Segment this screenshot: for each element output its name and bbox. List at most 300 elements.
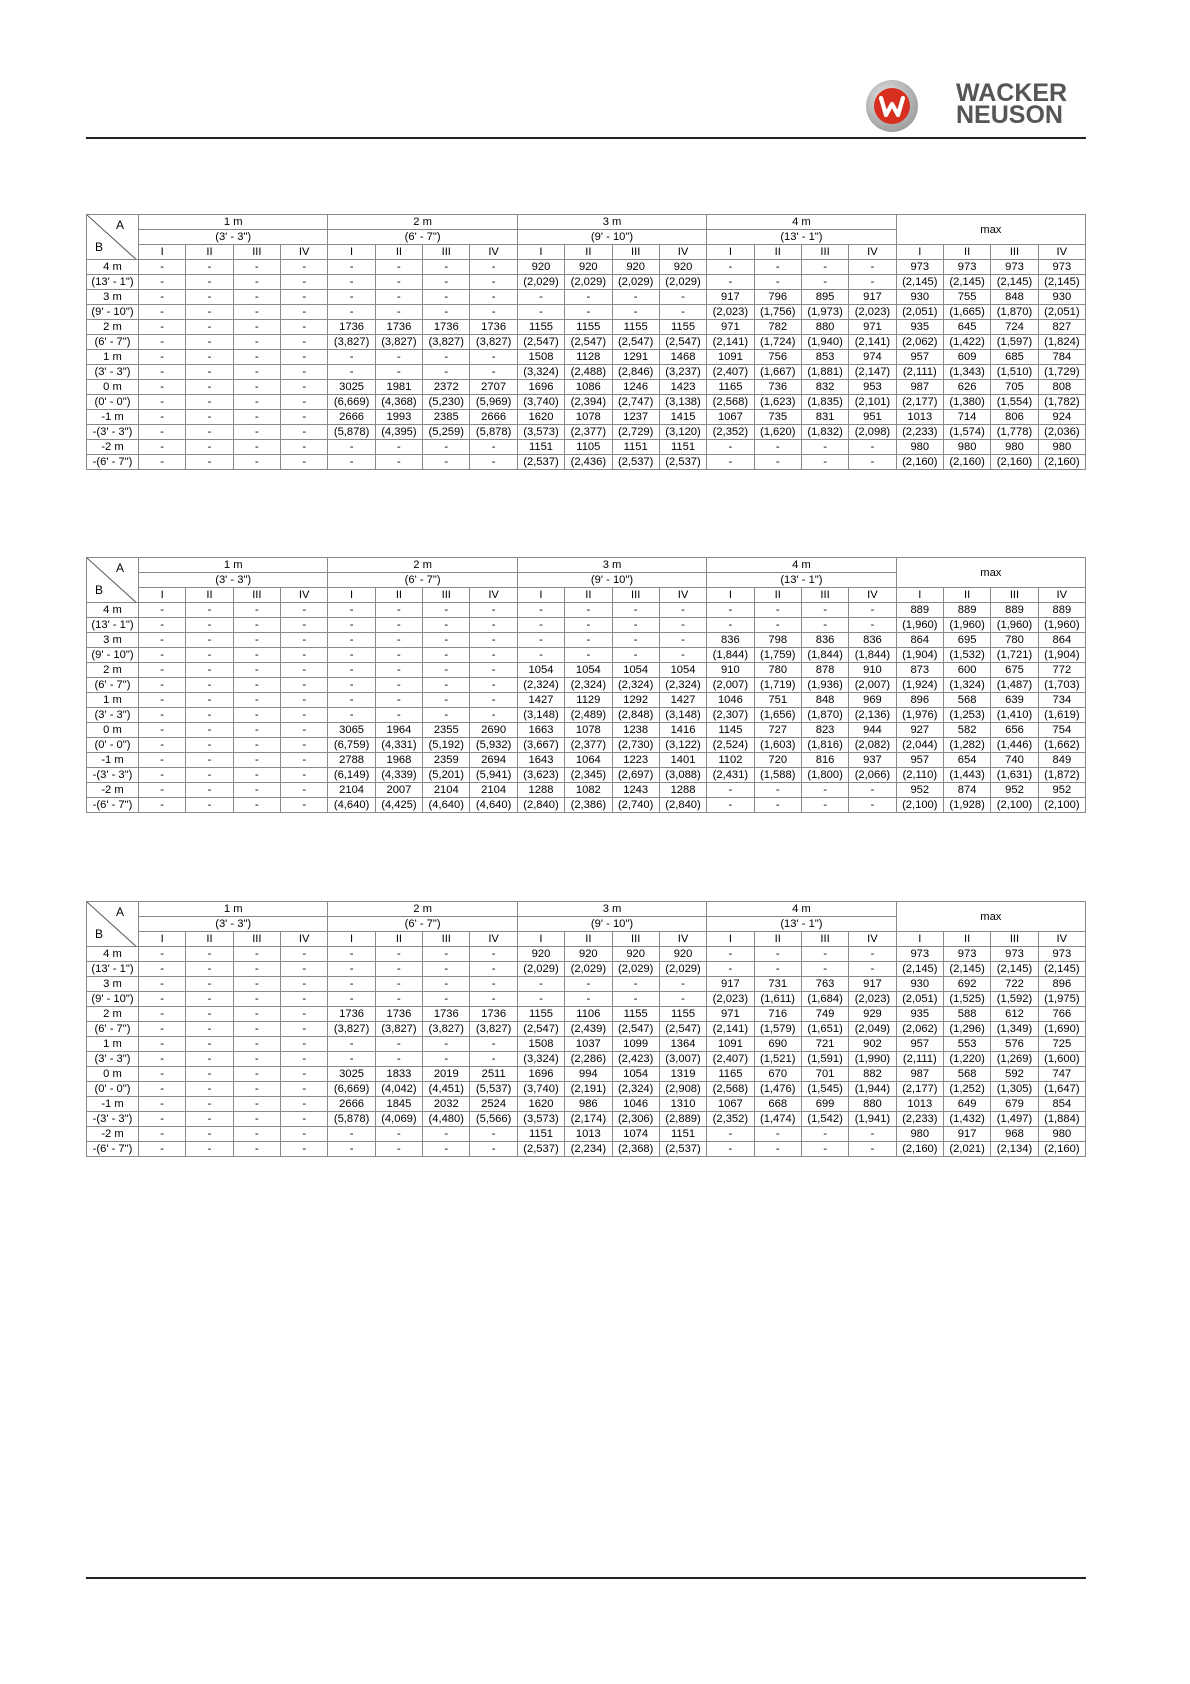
value-cell: 980 <box>896 1127 943 1142</box>
value-cell: 1151 <box>659 1127 706 1142</box>
value-cell: 973 <box>1038 947 1085 962</box>
value-cell: - <box>707 1142 754 1157</box>
value-cell: - <box>139 618 186 633</box>
row-label: (3' - 3") <box>87 708 139 723</box>
value-cell: - <box>754 1142 801 1157</box>
value-cell: (3,827) <box>375 335 422 350</box>
value-cell: - <box>186 1112 233 1127</box>
value-cell: 1046 <box>612 1097 659 1112</box>
value-cell: 2032 <box>423 1097 470 1112</box>
value-cell: - <box>281 992 328 1007</box>
value-cell: - <box>233 425 280 440</box>
header-row-sub <box>87 588 1086 603</box>
row-label: 0 m <box>87 1067 139 1082</box>
group-header-imperial: (6' - 7") <box>328 230 517 245</box>
value-cell: 1288 <box>517 783 564 798</box>
value-cell: (5,566) <box>470 1112 517 1127</box>
value-cell: (3,740) <box>517 395 564 410</box>
value-cell: - <box>375 708 422 723</box>
value-cell: - <box>139 1127 186 1142</box>
value-cell: - <box>139 320 186 335</box>
group-header-metric: 2 m <box>328 558 517 573</box>
value-cell: (3,122) <box>659 738 706 753</box>
value-cell: (3,324) <box>517 365 564 380</box>
value-cell: (5,878) <box>328 425 375 440</box>
value-cell: - <box>186 1097 233 1112</box>
value-cell: 1736 <box>470 1007 517 1022</box>
value-cell: (1,729) <box>1038 365 1085 380</box>
value-cell: - <box>139 290 186 305</box>
value-cell: - <box>328 962 375 977</box>
value-cell: (3,573) <box>517 1112 564 1127</box>
value-cell: 930 <box>896 290 943 305</box>
value-cell: - <box>139 768 186 783</box>
value-cell: - <box>423 1127 470 1142</box>
value-cell: 823 <box>801 723 848 738</box>
value-cell: 731 <box>754 977 801 992</box>
value-cell: - <box>423 260 470 275</box>
value-cell: (2,029) <box>659 962 706 977</box>
value-cell: (4,331) <box>375 738 422 753</box>
value-cell: - <box>139 410 186 425</box>
value-cell: (1,973) <box>801 305 848 320</box>
sub-header: I <box>707 588 754 603</box>
row-label: (3' - 3") <box>87 1052 139 1067</box>
value-cell: (4,640) <box>470 798 517 813</box>
value-cell: 639 <box>991 693 1038 708</box>
value-cell: - <box>659 618 706 633</box>
value-cell: 668 <box>754 1097 801 1112</box>
value-cell: 957 <box>896 753 943 768</box>
value-cell: - <box>281 380 328 395</box>
value-cell: (2,147) <box>849 365 896 380</box>
table-row <box>87 1052 1086 1067</box>
value-cell: - <box>233 992 280 1007</box>
value-cell: - <box>328 305 375 320</box>
value-cell: - <box>186 365 233 380</box>
value-cell: 1155 <box>517 1007 564 1022</box>
value-cell: 1736 <box>328 1007 375 1022</box>
value-cell: 1845 <box>375 1097 422 1112</box>
table-row <box>87 320 1086 335</box>
value-cell: (3,827) <box>423 1022 470 1037</box>
table-row <box>87 275 1086 290</box>
value-cell: - <box>707 783 754 798</box>
value-cell: (2,044) <box>896 738 943 753</box>
value-cell: 714 <box>943 410 990 425</box>
value-cell: (2,234) <box>565 1142 612 1157</box>
row-label: 3 m <box>87 977 139 992</box>
value-cell: 853 <box>801 350 848 365</box>
value-cell: - <box>139 1022 186 1037</box>
value-cell: - <box>139 1082 186 1097</box>
value-cell: (2,036) <box>1038 425 1085 440</box>
value-cell: (1,960) <box>1038 618 1085 633</box>
header-row-metric <box>87 902 1086 917</box>
value-cell: - <box>233 708 280 723</box>
sub-header: IV <box>659 932 706 947</box>
value-cell: - <box>849 947 896 962</box>
value-cell: - <box>281 275 328 290</box>
value-cell: (3,827) <box>328 1022 375 1037</box>
value-cell: (1,990) <box>849 1052 896 1067</box>
value-cell: - <box>186 320 233 335</box>
value-cell: 910 <box>707 663 754 678</box>
group-header-imperial: (13' - 1") <box>707 573 896 588</box>
value-cell: (5,230) <box>423 395 470 410</box>
value-cell: - <box>186 290 233 305</box>
value-cell: - <box>375 618 422 633</box>
value-cell: (1,252) <box>943 1082 990 1097</box>
value-cell: (1,656) <box>754 708 801 723</box>
value-cell: 1102 <box>707 753 754 768</box>
value-cell: 749 <box>801 1007 848 1022</box>
value-cell: - <box>375 350 422 365</box>
value-cell: - <box>801 440 848 455</box>
value-cell: 649 <box>943 1097 990 1112</box>
sub-header: IV <box>470 588 517 603</box>
value-cell: 1151 <box>517 1127 564 1142</box>
value-cell: (2,145) <box>991 962 1038 977</box>
corner-cell <box>87 902 139 947</box>
value-cell: (1,220) <box>943 1052 990 1067</box>
group-header-metric: 1 m <box>139 558 328 573</box>
value-cell: - <box>281 455 328 470</box>
sub-header: III <box>612 588 659 603</box>
table-row <box>87 783 1086 798</box>
value-cell: - <box>423 648 470 663</box>
value-cell: - <box>281 1127 328 1142</box>
value-cell: - <box>281 1142 328 1157</box>
row-label: -(3' - 3") <box>87 768 139 783</box>
value-cell: (3,138) <box>659 395 706 410</box>
table-row <box>87 678 1086 693</box>
value-cell: - <box>470 962 517 977</box>
value-cell: - <box>470 440 517 455</box>
value-cell: 1246 <box>612 380 659 395</box>
value-cell: 1145 <box>707 723 754 738</box>
value-cell: - <box>233 1067 280 1082</box>
value-cell: 780 <box>754 663 801 678</box>
value-cell: 1736 <box>328 320 375 335</box>
max-header: max <box>896 558 1085 588</box>
value-cell: 917 <box>849 290 896 305</box>
value-cell: - <box>659 992 706 1007</box>
value-cell: - <box>849 962 896 977</box>
value-cell: 920 <box>517 260 564 275</box>
value-cell: 2355 <box>423 723 470 738</box>
value-cell: - <box>517 977 564 992</box>
value-cell: 734 <box>1038 693 1085 708</box>
value-cell: (2,177) <box>896 1082 943 1097</box>
sub-header: I <box>896 245 943 260</box>
value-cell: - <box>233 365 280 380</box>
corner-cell <box>87 558 139 603</box>
row-label: (13' - 1") <box>87 275 139 290</box>
value-cell: (2,145) <box>991 275 1038 290</box>
value-cell: - <box>707 440 754 455</box>
value-cell: 889 <box>896 603 943 618</box>
value-cell: (3,120) <box>659 425 706 440</box>
sub-header: I <box>328 932 375 947</box>
value-cell: - <box>423 350 470 365</box>
value-cell: 1736 <box>423 320 470 335</box>
value-cell: 1416 <box>659 723 706 738</box>
value-cell: 2104 <box>423 783 470 798</box>
value-cell: 974 <box>849 350 896 365</box>
value-cell: (1,975) <box>1038 992 1085 1007</box>
value-cell: 705 <box>991 380 1038 395</box>
value-cell: - <box>849 260 896 275</box>
value-cell: - <box>233 410 280 425</box>
sub-header: IV <box>281 588 328 603</box>
sub-header: I <box>139 932 186 947</box>
value-cell: - <box>139 335 186 350</box>
value-cell: (2,100) <box>991 798 1038 813</box>
value-cell: 553 <box>943 1037 990 1052</box>
value-cell: (4,042) <box>375 1082 422 1097</box>
value-cell: 836 <box>849 633 896 648</box>
value-cell: - <box>612 305 659 320</box>
value-cell: (3,573) <box>517 425 564 440</box>
table-row <box>87 1067 1086 1082</box>
value-cell: (2,051) <box>1038 305 1085 320</box>
value-cell: - <box>801 783 848 798</box>
value-cell: 882 <box>849 1067 896 1082</box>
sub-header: IV <box>470 932 517 947</box>
load-chart-table-2 <box>86 557 1086 813</box>
value-cell: (1,510) <box>991 365 1038 380</box>
row-label: (0' - 0") <box>87 1082 139 1097</box>
value-cell: 1054 <box>565 663 612 678</box>
value-cell: (1,928) <box>943 798 990 813</box>
value-cell: (2,160) <box>991 455 1038 470</box>
value-cell: 1155 <box>517 320 564 335</box>
value-cell: - <box>233 1097 280 1112</box>
value-cell: 980 <box>1038 440 1085 455</box>
value-cell: 772 <box>1038 663 1085 678</box>
value-cell: - <box>281 768 328 783</box>
sub-header: I <box>139 588 186 603</box>
value-cell: (2,145) <box>943 962 990 977</box>
value-cell: 1427 <box>659 693 706 708</box>
value-cell: - <box>328 365 375 380</box>
value-cell: (2,840) <box>659 798 706 813</box>
sub-header: II <box>565 588 612 603</box>
value-cell: - <box>517 305 564 320</box>
value-cell: - <box>707 260 754 275</box>
value-cell: 1013 <box>896 1097 943 1112</box>
value-cell: - <box>423 693 470 708</box>
value-cell: (1,884) <box>1038 1112 1085 1127</box>
row-label: -1 m <box>87 410 139 425</box>
value-cell: (1,778) <box>991 425 1038 440</box>
value-cell: (1,667) <box>754 365 801 380</box>
value-cell: 1064 <box>565 753 612 768</box>
value-cell: - <box>328 1127 375 1142</box>
value-cell: (1,703) <box>1038 678 1085 693</box>
value-cell: - <box>801 1142 848 1157</box>
value-cell: (1,872) <box>1038 768 1085 783</box>
value-cell: (2,488) <box>565 365 612 380</box>
value-cell: 2666 <box>328 1097 375 1112</box>
value-cell: 626 <box>943 380 990 395</box>
value-cell: 2104 <box>328 783 375 798</box>
value-cell: - <box>565 618 612 633</box>
value-cell: - <box>375 977 422 992</box>
group-header-imperial: (9' - 10") <box>517 917 706 932</box>
table-row <box>87 290 1086 305</box>
value-cell: (2,023) <box>707 305 754 320</box>
value-cell: 1981 <box>375 380 422 395</box>
row-label: 2 m <box>87 1007 139 1022</box>
row-label: -1 m <box>87 753 139 768</box>
value-cell: (4,339) <box>375 768 422 783</box>
w-mark-icon <box>874 88 910 124</box>
value-cell: - <box>328 693 375 708</box>
value-cell: 957 <box>896 1037 943 1052</box>
value-cell: - <box>233 335 280 350</box>
value-cell: - <box>186 738 233 753</box>
row-label: -(3' - 3") <box>87 425 139 440</box>
value-cell: 1663 <box>517 723 564 738</box>
value-cell: 747 <box>1038 1067 1085 1082</box>
value-cell: 3025 <box>328 1067 375 1082</box>
table-row <box>87 962 1086 977</box>
value-cell: - <box>139 275 186 290</box>
table-row <box>87 305 1086 320</box>
value-cell: - <box>849 603 896 618</box>
value-cell: - <box>233 783 280 798</box>
value-cell: (2,007) <box>707 678 754 693</box>
value-cell: - <box>233 305 280 320</box>
value-cell: - <box>139 305 186 320</box>
value-cell: - <box>186 440 233 455</box>
value-cell: - <box>233 1082 280 1097</box>
value-cell: - <box>565 633 612 648</box>
value-cell: - <box>565 992 612 1007</box>
footer-rule <box>86 1577 1086 1579</box>
value-cell: 935 <box>896 320 943 335</box>
value-cell: 679 <box>991 1097 1038 1112</box>
value-cell: (2,307) <box>707 708 754 723</box>
value-cell: 1310 <box>659 1097 706 1112</box>
value-cell: (1,976) <box>896 708 943 723</box>
value-cell: 973 <box>991 260 1038 275</box>
value-cell: - <box>423 290 470 305</box>
value-cell: (2,747) <box>612 395 659 410</box>
row-label: (13' - 1") <box>87 618 139 633</box>
table-row <box>87 738 1086 753</box>
value-cell: 1415 <box>659 410 706 425</box>
value-cell: - <box>375 1142 422 1157</box>
value-cell: 987 <box>896 1067 943 1082</box>
value-cell: (2,023) <box>849 992 896 1007</box>
value-cell: (1,719) <box>754 678 801 693</box>
value-cell: - <box>470 1037 517 1052</box>
value-cell: (5,878) <box>328 1112 375 1127</box>
value-cell: - <box>375 290 422 305</box>
value-cell: - <box>423 603 470 618</box>
value-cell: - <box>375 633 422 648</box>
value-cell: 1155 <box>612 1007 659 1022</box>
sub-header: III <box>801 588 848 603</box>
table-row <box>87 1022 1086 1037</box>
value-cell: (2,908) <box>659 1082 706 1097</box>
value-cell: - <box>233 290 280 305</box>
header-row-sub <box>87 932 1086 947</box>
value-cell: - <box>423 708 470 723</box>
table-row <box>87 1127 1086 1142</box>
value-cell: 1508 <box>517 1037 564 1052</box>
sub-header: III <box>423 245 470 260</box>
value-cell: 780 <box>991 633 1038 648</box>
row-label: -(6' - 7") <box>87 1142 139 1157</box>
value-cell: - <box>281 305 328 320</box>
table-row <box>87 425 1086 440</box>
group-header-metric: 1 m <box>139 902 328 917</box>
value-cell: - <box>139 663 186 678</box>
value-cell: (2,029) <box>517 962 564 977</box>
value-cell: - <box>849 783 896 798</box>
value-cell: - <box>139 1067 186 1082</box>
value-cell: 952 <box>896 783 943 798</box>
value-cell: (2,111) <box>896 365 943 380</box>
value-cell: 1237 <box>612 410 659 425</box>
value-cell: (2,840) <box>517 798 564 813</box>
group-header-metric: 3 m <box>517 902 706 917</box>
value-cell: (2,145) <box>943 275 990 290</box>
value-cell: - <box>281 1067 328 1082</box>
value-cell: 1291 <box>612 350 659 365</box>
value-cell: (2,111) <box>896 1052 943 1067</box>
value-cell: 973 <box>943 260 990 275</box>
sub-header: III <box>233 588 280 603</box>
value-cell: - <box>423 365 470 380</box>
value-cell: - <box>470 275 517 290</box>
value-cell: - <box>233 603 280 618</box>
value-cell: - <box>139 648 186 663</box>
value-cell: 690 <box>754 1037 801 1052</box>
value-cell: (3,827) <box>470 1022 517 1037</box>
sub-header: III <box>233 932 280 947</box>
value-cell: - <box>186 723 233 738</box>
value-cell: - <box>186 633 233 648</box>
value-cell: (2,537) <box>612 455 659 470</box>
value-cell: (2,547) <box>659 1022 706 1037</box>
value-cell: (2,029) <box>612 962 659 977</box>
sub-header: II <box>943 588 990 603</box>
value-cell: (2,568) <box>707 1082 754 1097</box>
value-cell: - <box>186 1052 233 1067</box>
value-cell: 969 <box>849 693 896 708</box>
value-cell: - <box>233 663 280 678</box>
value-cell: (1,611) <box>754 992 801 1007</box>
value-cell: (1,960) <box>896 618 943 633</box>
row-label: -(3' - 3") <box>87 1112 139 1127</box>
value-cell: 951 <box>849 410 896 425</box>
group-header-imperial: (6' - 7") <box>328 917 517 932</box>
value-cell: (1,647) <box>1038 1082 1085 1097</box>
value-cell: - <box>139 440 186 455</box>
value-cell: (1,620) <box>754 425 801 440</box>
sub-header: IV <box>281 932 328 947</box>
row-label: (9' - 10") <box>87 992 139 1007</box>
value-cell: - <box>375 947 422 962</box>
value-cell: - <box>281 618 328 633</box>
value-cell: 848 <box>991 290 1038 305</box>
value-cell: - <box>233 798 280 813</box>
